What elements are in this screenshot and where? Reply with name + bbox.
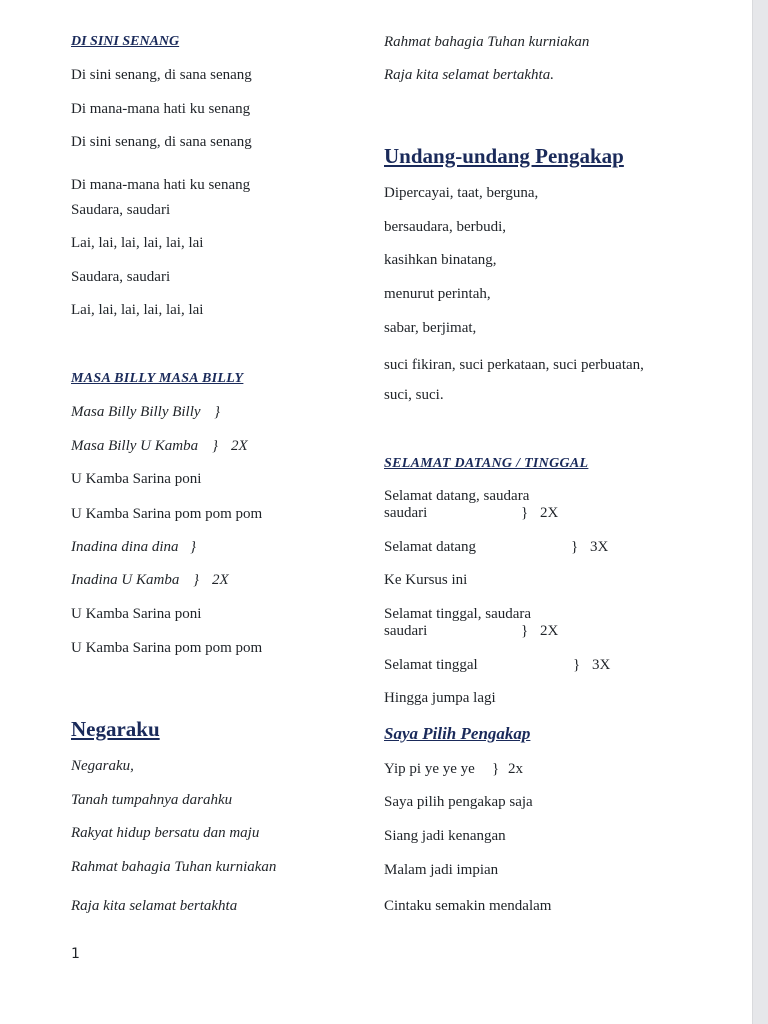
lyric-line: Saya pilih pengakap saja [384,794,533,810]
lyric-line: Masa Billy Billy Billy [71,404,201,420]
lyric-line: Raja kita selamat bertakhta. [384,67,554,83]
lyric-line: Selamat tinggal [384,657,478,673]
lyric-line: Selamat datang, saudara [384,488,530,504]
page-number: 1 [71,946,80,962]
lyric-line: Inadina dina dina [71,539,179,555]
repeat-count: 3X [590,539,609,555]
lyric-line: Rakyat hidup bersatu dan maju [71,825,260,841]
viewer-background-edge [752,0,768,1024]
lyric-line: Malam jadi impian [384,862,499,878]
lyric-line: U Kamba Sarina poni [71,471,202,487]
repeat-count: 2X [212,572,229,588]
lyric-line: Dipercayai, taat, berguna, [384,185,539,201]
lyric-line: Hingga jumpa lagi [384,690,496,706]
repeat-brace: } [492,761,500,777]
repeat-brace: } [521,505,529,521]
repeat-brace: } [212,438,218,454]
lyric-line: Siang jadi kenangan [384,828,506,844]
repeat-brace: } [521,623,529,639]
repeat-count: 2X [540,623,559,639]
lyric-line: Inadina U Kamba [71,572,180,588]
lyric-line: menurut perintah, [384,286,491,302]
lyric-line: bersaudara, berbudi, [384,219,507,235]
heading-negaraku: Negaraku [71,717,160,741]
lyric-line: Lai, lai, lai, lai, lai, lai [71,302,204,318]
heading-di-sini-senang: DI SINI SENANG [71,34,180,49]
lyric-line: sabar, berjimat, [384,320,477,336]
lyric-line: Di sini senang, di sana senang [71,67,252,83]
repeat-count: 3X [592,657,611,673]
lyric-line: saudari [384,505,428,521]
lyric-line: Yip pi ye ye ye [384,761,475,777]
lyric-line: Saudara, saudari [71,269,171,285]
repeat-count: 2X [231,438,248,454]
lyric-line: Rahmat bahagia Tuhan kurniakan [71,859,277,875]
lyric-line: Rahmat bahagia Tuhan kurniakan [384,34,590,50]
repeat-brace: } [571,539,579,555]
lyric-line: Di sini senang, di sana senang [71,134,252,150]
lyric-line: kasihkan binatang, [384,252,497,268]
repeat-count: 2X [540,505,559,521]
repeat-brace: } [193,572,199,588]
lyric-line: Tanah tumpahnya darahku [71,792,233,808]
lyric-line: suci fikiran, suci perkataan, suci perbuatan, [384,357,644,373]
repeat-brace: } [573,657,581,673]
heading-undang-undang-pengakap: Undang-undang Pengakap [384,144,624,168]
repeat-count: 2x [508,761,523,777]
lyric-line: U Kamba Sarina pom pom pom [71,640,263,656]
lyric-line: U Kamba Sarina poni [71,606,202,622]
lyric-line: Cintaku semakin mendalam [384,898,552,914]
heading-masa-billy: MASA BILLY MASA BILLY [71,371,244,386]
lyric-line: U Kamba Sarina pom pom pom [71,506,263,522]
heading-saya-pilih-pengakap: Saya Pilih Pengakap [384,724,531,743]
lyric-line: Negaraku, [71,758,134,774]
lyric-line: suci, suci. [384,387,444,403]
repeat-brace: } [214,404,220,420]
heading-selamat-datang-tinggal: SELAMAT DATANG / TINGGAL [384,456,589,471]
lyric-line: Masa Billy U Kamba [71,438,199,454]
lyric-line: Saudara, saudari [71,202,171,218]
lyric-line: Ke Kursus ini [384,572,468,588]
lyric-line: Selamat tinggal, saudara [384,606,532,622]
lyric-line: Lai, lai, lai, lai, lai, lai [71,235,204,251]
lyric-line: Selamat datang [384,539,477,555]
lyric-line: Di mana-mana hati ku senang [71,101,251,117]
repeat-brace: } [190,539,196,555]
lyric-line: Di mana-mana hati ku senang [71,177,251,193]
lyric-line: Raja kita selamat bertakhta [71,898,238,914]
lyric-line: saudari [384,623,428,639]
